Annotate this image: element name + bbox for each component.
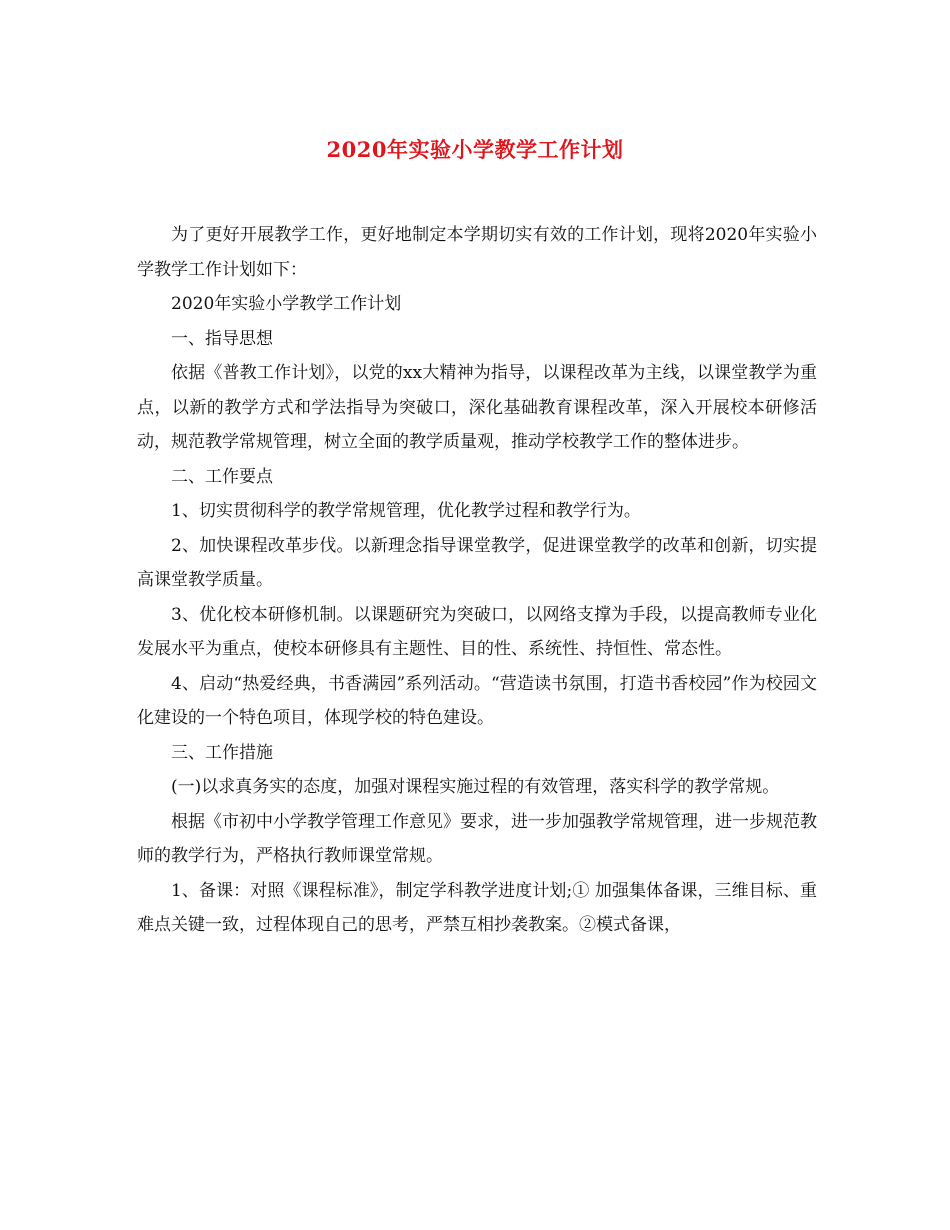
paragraph-intro: 为了更好开展教学工作，更好地制定本学期切实有效的工作计划，现将2020年实验小学教学工作计划如下： [137, 225, 817, 280]
paragraph-plan-title: 2020年实验小学教学工作计划 [171, 294, 402, 314]
paragraph-point-4: 4、启动“热爱经典，书香满园”系列活动。“营造读书氛围，打造书香校园”作为校园文化建设的一个特色项目，体现学校的特色建设。 [137, 673, 817, 728]
section-heading-work-points: 二、工作要点 [171, 466, 273, 487]
document-body [137, 218, 817, 943]
paragraph-point-1: 1、切实贯彻科学的教学常规管理，优化教学过程和教学行为。 [171, 501, 641, 521]
document-title: 2020年实验小学教学工作计划 [326, 137, 624, 162]
paragraph-guiding-ideology: 依据《普教工作计划》，以党的xx大精神为指导，以课程改革为主线，以课堂教学为重点，以新的教学方式和学法指导为突破口，深化基础教育课程改革，深入开展校本研修活动，规范教学常规管理，树立全面的教学质量观，推动学校教学工作的整体进步。 [137, 363, 817, 452]
paragraph-point-2: 2、加快课程改革步伐。以新理念指导课堂教学，促进课堂教学的改革和创新，切实提高课堂教学质量。 [137, 535, 817, 590]
paragraph-point-3: 3、优化校本研修机制。以课题研究为突破口，以网络支撑为手段，以提高教师专业化发展水平为重点，使校本研修具有主题性、目的性、系统性、持恒性、常态性。 [137, 604, 817, 659]
paragraph-measure-1: (一)以求真务实的态度，加强对课程实施过程的有效管理，落实科学的教学常规。 [171, 777, 780, 797]
section-heading-guiding-ideology: 一、指导思想 [171, 328, 273, 349]
section-heading-work-measures: 三、工作措施 [171, 742, 273, 763]
paragraph-lesson-prep: 1、备课：对照《课程标准》，制定学科教学进度计划;① 加强集体备课，三维目标、重难点关键一致，过程体现自己的思考，严禁互相抄袭教案。②模式备课， [137, 880, 817, 935]
paragraph-measure-basis: 根据《市初中小学教学管理工作意见》要求，进一步加强教学常规管理，进一步规范教师的教学行为，严格执行教师课堂常规。 [137, 811, 817, 866]
